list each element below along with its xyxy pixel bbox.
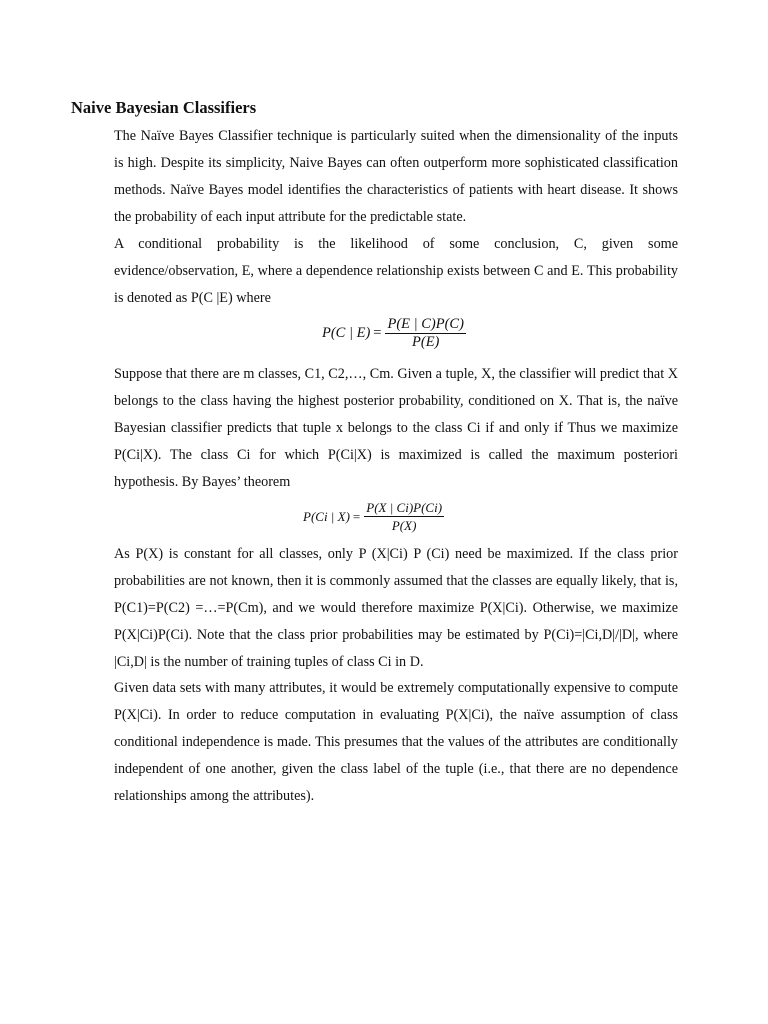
formula-fraction [385,317,465,350]
formula-denominator: P(X) [391,518,417,533]
formula-lhs: P(Ci | X) [303,508,350,524]
bayes-formula-conditional [322,317,466,350]
formula-fraction [364,500,444,533]
paragraph-naive-bayes-intro: The Naïve Bayes Classifier technique is particularly suited when the dimensionality of the inputs is high. Despite its simplicity, Naive Bayes can often outperform more sophisticated classification methods. Naïve Bayes model identifies the characteristics of patients with heart disease. It shows the probability of each input attribute for the predictable state. [114,128,678,225]
paragraph-class-prior: As P(X) is constant for all classes, only P (X|Ci) P (Ci) need be maximized. If the class prior probabilities are not known, then it is commonly assumed that the classes are equally likely, that is, P(C1)=P(C2) =…=P(Cm), and we would therefore maximize P(X|Ci). Otherwise, we maximize P(X|Ci)P(Ci). Note that the class prior probabilities may be estimated by P(Ci)=|Ci,D|/|D|, where |Ci,D| is the number of training tuples of class Ci in D. [114,546,678,670]
paragraph-classifier-prediction: Suppose that there are m classes, C1, C2,…, Cm. Given a tuple, X, the classifier will predict that X belongs to the class having the highest posterior probability, conditioned on X. That is, the naïve Bayesian classifier predicts that tuple x belongs to the class Ci if and only if Thus we maximize P(Ci|X). The class Ci for which P(Ci|X) is maximized is called the maximum posteriori hypothesis. By Bayes’ theorem [114,366,678,490]
formula-numerator: P(X | Ci)P(Ci) [366,500,443,515]
formula-equals: = [352,508,361,524]
formula-equals: = [373,325,382,341]
section-heading: Naive Bayesian Classifiers [71,98,257,117]
bayes-formula-theorem [303,500,444,533]
formula-numerator: P(E | C)P(C) [387,316,464,332]
formula-denominator: P(E) [412,334,440,350]
formula-lhs: P(C | E) [322,325,371,341]
paragraph-conditional-probability: A conditional probability is the likelihood of some conclusion, C, given some evidence/observation, E, where a dependence relationship exists between C and E. This probability is denoted as P(C |E) where [114,236,678,306]
paragraph-class-independence: Given data sets with many attributes, it would be extremely computationally expensive to compute P(X|Ci). In order to reduce computation in evaluating P(X|Ci), the naïve assumption of class conditional independence is made. This presumes that the values of the attributes are conditionally independent of one another, given the class label of the tuple (i.e., that there are no dependence relationships among the attributes). [114,680,678,804]
